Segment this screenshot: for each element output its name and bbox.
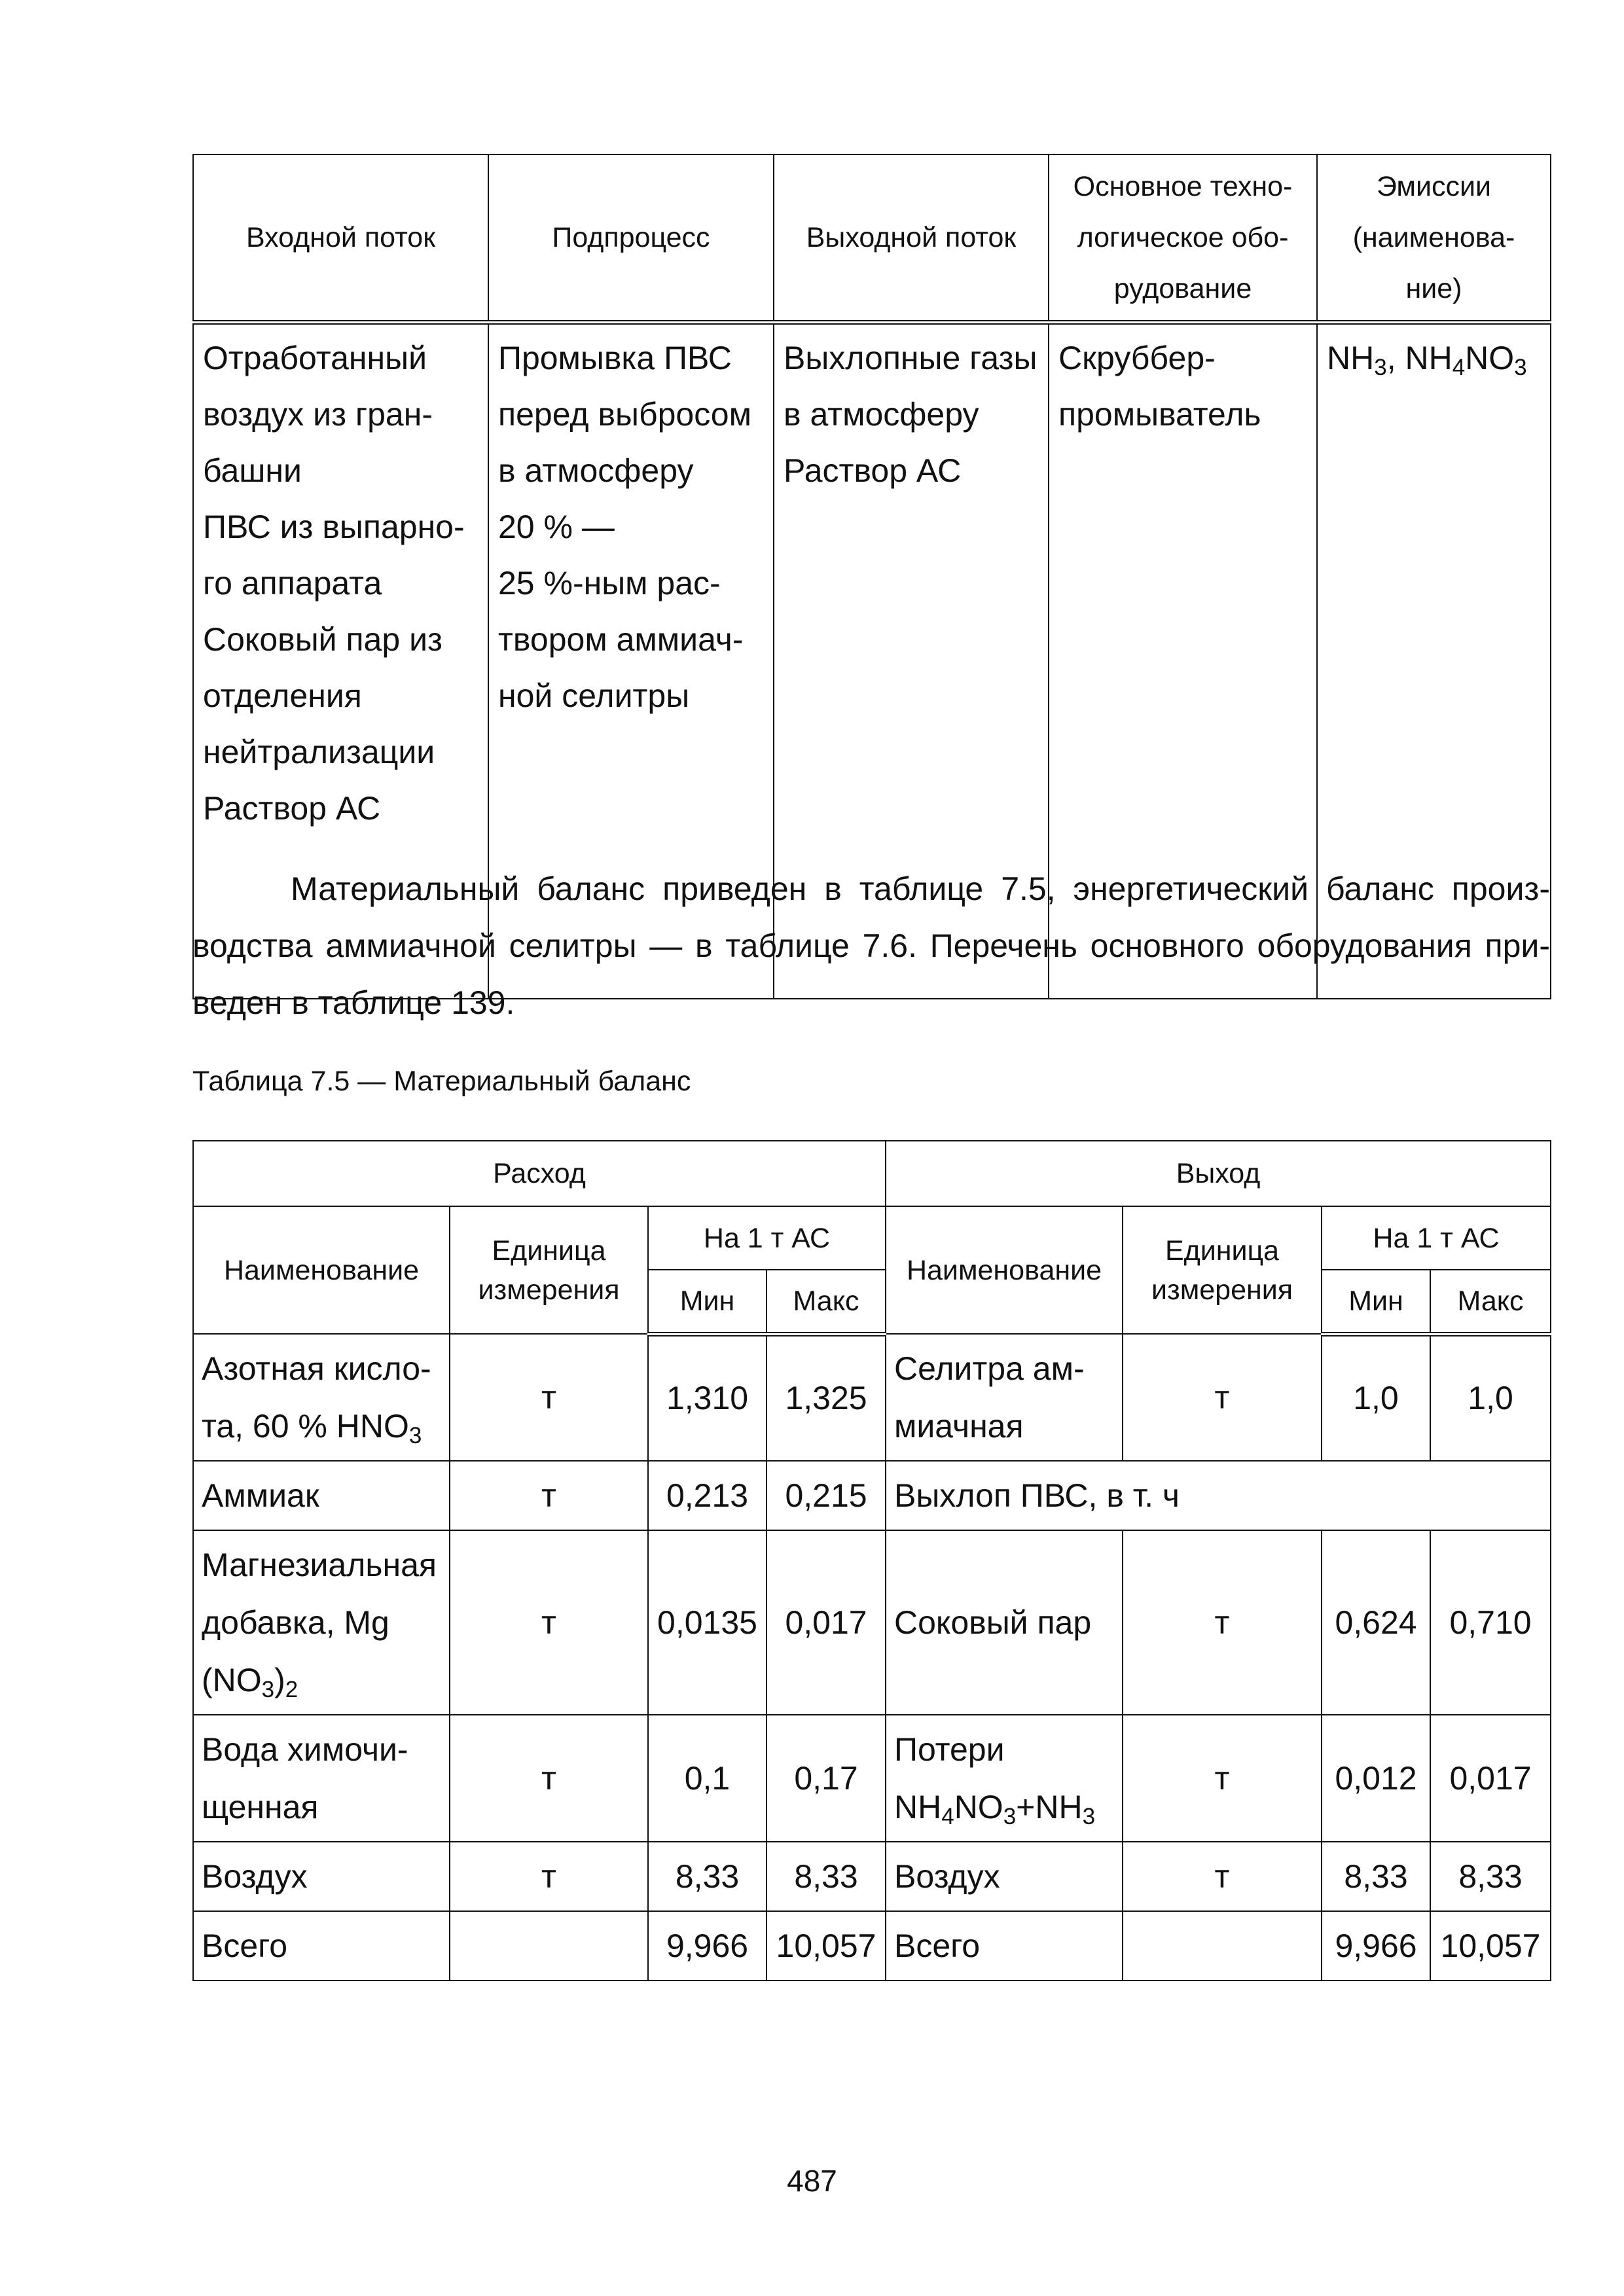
in-name: Воздух (193, 1842, 450, 1911)
body-paragraph: Материальный баланс приведен в таблице 7.5, энергетический баланс произ- водства аммиачной селитры — в таблице 7.6. Перечень основного оборудования при- веден в таблице 139. (192, 870, 1550, 1021)
out-min: 0,624 (1322, 1530, 1430, 1715)
table-row (193, 1461, 1551, 1530)
in-min: 0,1 (648, 1715, 767, 1842)
cell-equipment: Скруббер- промыватель (1049, 322, 1317, 999)
table-caption: Таблица 7.5 — Материальный баланс (192, 1066, 691, 1097)
col-per-ton-in: На 1 т АС (648, 1206, 886, 1270)
col-min-in: Мин (648, 1270, 767, 1334)
out-unit (1123, 1911, 1322, 1981)
out-max: 0,710 (1430, 1530, 1551, 1715)
out-min: 0,012 (1322, 1715, 1430, 1842)
group-header-row (193, 1141, 1551, 1206)
in-unit: т (450, 1715, 648, 1842)
out-name: Всего (886, 1911, 1123, 1981)
in-unit: т (450, 1530, 648, 1715)
table-row (193, 1715, 1551, 1842)
material-balance-table (192, 1140, 1551, 1981)
col-name-out: Наименование (886, 1206, 1123, 1334)
in-max: 8,33 (767, 1842, 886, 1911)
header-equipment: Основное техно- логическое обо- рудование (1049, 154, 1317, 322)
column-header-row (193, 1206, 1551, 1270)
out-name: Селитра ам- миачная (886, 1334, 1123, 1461)
col-per-ton-out: На 1 т АС (1322, 1206, 1551, 1270)
out-unit: т (1123, 1842, 1322, 1911)
in-max: 0,215 (767, 1461, 886, 1530)
out-max: 1,0 (1430, 1334, 1551, 1461)
in-min: 1,310 (648, 1334, 767, 1461)
in-unit (450, 1911, 648, 1981)
header-emissions: Эмиссии (наименова- ние) (1317, 154, 1551, 322)
group-output: Выход (886, 1141, 1551, 1206)
in-unit: т (450, 1842, 648, 1911)
out-name: Потери $NH_4NO_3+NH_3$ (886, 1715, 1123, 1842)
in-max: 1,325 (767, 1334, 886, 1461)
in-unit: т (450, 1334, 648, 1461)
out-name: Воздух (886, 1842, 1123, 1911)
col-name-in: Наименование (193, 1206, 450, 1334)
out-unit: т (1123, 1334, 1322, 1461)
col-unit-out: Единица измерения (1123, 1206, 1322, 1334)
out-name: Выхлоп ПВС, в т. ч (886, 1461, 1551, 1530)
col-max-in: Макс (767, 1270, 886, 1334)
in-max: 0,17 (767, 1715, 886, 1842)
table-row (193, 1842, 1551, 1911)
in-min: 0,213 (648, 1461, 767, 1530)
in-name: Магнезиальная добавка, Mg $(NO_3)_2$ (193, 1530, 450, 1715)
table-row (193, 1334, 1551, 1461)
out-unit: т (1123, 1715, 1322, 1842)
header-subprocess: Подпроцесс (488, 154, 774, 322)
out-max: 10,057 (1430, 1911, 1551, 1981)
out-min: 8,33 (1322, 1842, 1430, 1911)
in-min: 0,0135 (648, 1530, 767, 1715)
group-consumption: Расход (193, 1141, 886, 1206)
out-max: 0,017 (1430, 1715, 1551, 1842)
cell-emissions: $NH_3$, $NH_4NO_3$ (1317, 322, 1551, 999)
header-input-flow: Входной поток (193, 154, 488, 322)
in-name: Аммиак (193, 1461, 450, 1530)
cell-subprocess: Промывка ПВС перед выбросом в атмосферу 20 % — 25 %-ным рас- твором аммиач- ной селитры (488, 322, 774, 999)
out-max: 8,33 (1430, 1842, 1551, 1911)
out-name: Соковый пар (886, 1530, 1123, 1715)
in-name: Всего (193, 1911, 450, 1981)
col-unit-in: Единица измерения (450, 1206, 648, 1334)
table-row-total (193, 1911, 1551, 1981)
cell-input-flow: Отработанный воздух из гран- башни ПВС из выпарно- го аппарата Соковый пар из отделения нейтрализации Раствор АС (193, 322, 488, 999)
table-row (193, 1530, 1551, 1715)
in-min: 8,33 (648, 1842, 767, 1911)
in-name: Вода химочи- щенная (193, 1715, 450, 1842)
out-min: 1,0 (1322, 1334, 1430, 1461)
out-unit: т (1123, 1530, 1322, 1715)
process-table-header (193, 154, 1551, 322)
in-name: Азотная кисло- та, 60 % $HNO_3$ (193, 1334, 450, 1461)
out-min: 9,966 (1322, 1911, 1430, 1981)
in-min: 9,966 (648, 1911, 767, 1981)
header-output-flow: Выходной поток (774, 154, 1049, 322)
cell-output-flow: Выхлопные газы в атмосферу Раствор АС (774, 322, 1049, 999)
col-min-out: Мин (1322, 1270, 1430, 1334)
in-max: 10,057 (767, 1911, 886, 1981)
page-number: 487 (787, 2164, 837, 2198)
col-max-out: Макс (1430, 1270, 1551, 1334)
in-max: 0,017 (767, 1530, 886, 1715)
in-unit: т (450, 1461, 648, 1530)
